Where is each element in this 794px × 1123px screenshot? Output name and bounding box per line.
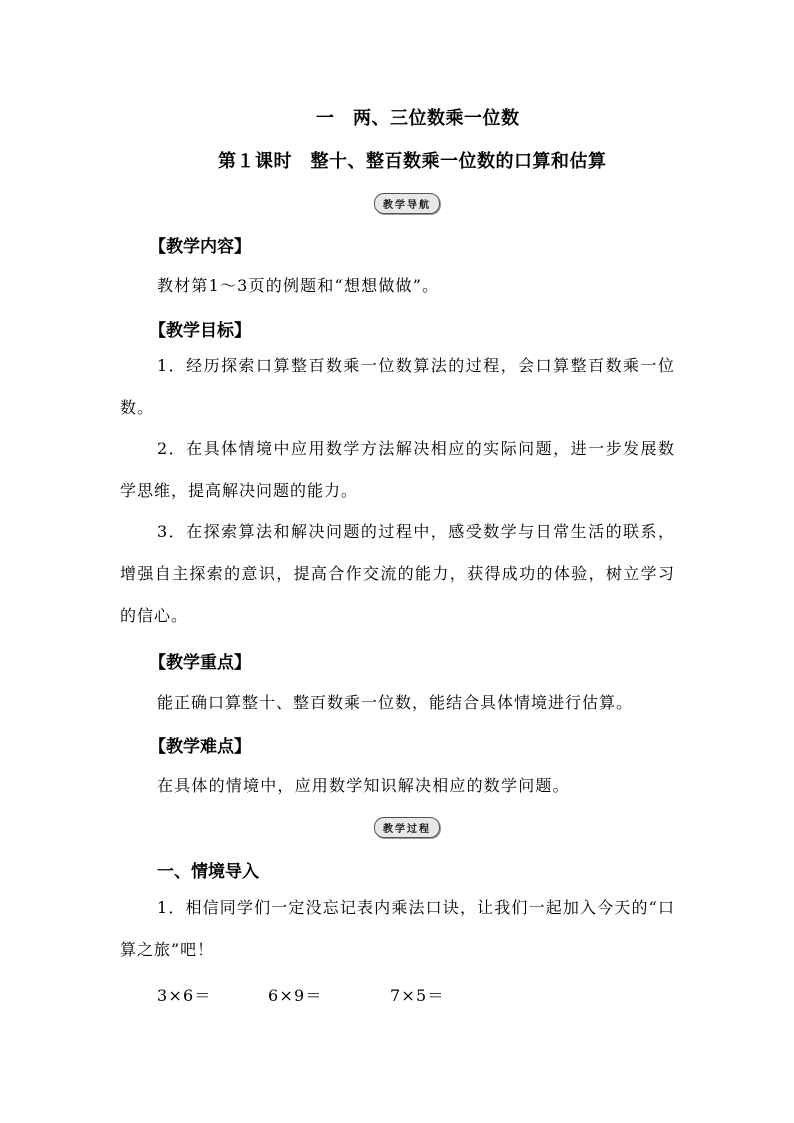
goal-item-2: 2．在具体情境中应用数学方法解决相应的实际问题，进一步发展数学思维，提高解决问题的能力。	[120, 439, 675, 500]
difficulty-heading: 【教学难点】	[149, 737, 251, 757]
unit-title: 一 两、三位数乘一位数	[316, 108, 520, 129]
teaching-process-badge: 教学过程	[374, 817, 440, 838]
content-text: 教材第1～3页的例题和“想想做做”。	[157, 276, 440, 295]
content-heading: 【教学内容】	[149, 237, 251, 257]
goals-heading: 【教学目标】	[149, 321, 251, 341]
key-points-heading: 【教学重点】	[149, 653, 251, 673]
goal-item-3: 3．在探索算法和解决问题的过程中，感受数学与日常生活的联系，增强自主探索的意识，提高合作交流的能力，获得成功的体验，树立学习的信心。	[120, 522, 675, 625]
exercise-2: 6×9＝	[268, 986, 323, 1005]
key-points-text: 能正确口算整十、整百数乘一位数，能结合具体情境进行估算。	[157, 693, 634, 712]
part1-heading: 一、情境导入	[157, 862, 259, 882]
exercise-1: 3×6＝	[157, 986, 212, 1005]
difficulty-text: 在具体的情境中，应用数学知识解决相应的数学问题。	[157, 776, 570, 795]
exercise-3: 7×5＝	[390, 986, 445, 1005]
lesson-title: 第１课时 整十、整百数乘一位数的口算和估算	[218, 151, 607, 172]
teaching-guide-badge: 教学导航	[374, 193, 440, 214]
goal-item-1: 1．经历探索口算整百数乘一位数算法的过程，会口算整百数乘一位数。	[120, 356, 675, 417]
part1-text: 1．相信同学们一定没忘记表内乘法口诀，让我们一起加入今天的“口算之旅”吧！	[120, 898, 675, 959]
